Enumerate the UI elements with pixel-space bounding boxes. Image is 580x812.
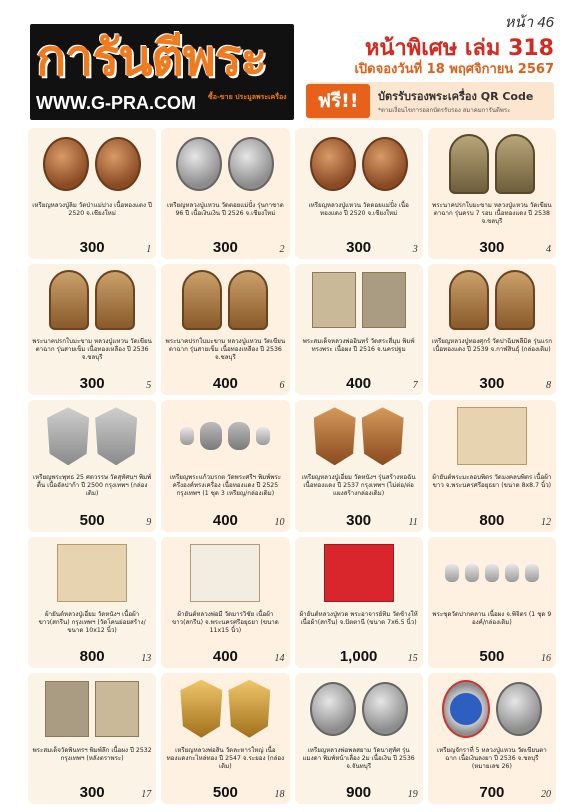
amulet-card[interactable] bbox=[28, 264, 156, 395]
amulet-image bbox=[310, 682, 356, 736]
amulet-price: 400 bbox=[212, 511, 238, 529]
amulet-image bbox=[180, 427, 194, 445]
amulet-photo bbox=[295, 673, 423, 745]
amulet-photo bbox=[28, 673, 156, 745]
amulet-image bbox=[95, 270, 135, 330]
amulet-card[interactable] bbox=[28, 673, 156, 804]
amulet-price: 400 bbox=[212, 375, 238, 393]
amulet-image bbox=[95, 681, 139, 737]
amulet-price: 300 bbox=[79, 239, 105, 257]
amulet-price: 500 bbox=[79, 511, 105, 529]
amulet-image bbox=[190, 544, 260, 602]
amulet-image bbox=[485, 564, 499, 582]
item-number: 19 bbox=[407, 788, 418, 800]
item-number: 18 bbox=[274, 788, 285, 800]
amulet-image bbox=[49, 270, 89, 330]
amulet-image bbox=[314, 407, 356, 465]
item-number: 8 bbox=[546, 380, 551, 392]
amulet-image bbox=[180, 680, 222, 738]
amulet-price: 400 bbox=[346, 375, 372, 393]
amulet-photo bbox=[295, 264, 423, 336]
amulet-image bbox=[449, 270, 489, 330]
item-number: 10 bbox=[274, 516, 285, 528]
amulet-description: พระชุดวัดปากคลาน เนื้อผง จ.พิจิตร (1 ชุด 9 องค์/กล่องเดิม) bbox=[432, 610, 552, 626]
logo-url: WWW.G-PRA.COM bbox=[36, 93, 196, 113]
amulet-image bbox=[57, 544, 127, 602]
item-number: 7 bbox=[412, 380, 418, 392]
amulet-price: 900 bbox=[346, 783, 372, 801]
amulet-card[interactable] bbox=[161, 128, 289, 259]
amulet-image bbox=[228, 270, 268, 330]
logo-title: การันตีพระ bbox=[36, 29, 267, 87]
amulet-description: พระนาคปรกใบมะขาม หลวงปู่แหวน วัดเขียนตาฉาก รุ่นครบ 7 รอบ เนื้อทองแดง ปี 2538 จ.ชลบุรี bbox=[432, 202, 552, 225]
amulet-description: ผ้ายันต์หลวงปู่ทวด พระอาจารย์ทิม วัดช้างให้ เนื้อผ้า(สกรีน) จ.ปัตตานี (ขนาด 7x6.5 นิ้ว) bbox=[299, 610, 418, 626]
amulet-card[interactable] bbox=[161, 264, 289, 395]
free-banner bbox=[308, 82, 554, 120]
amulet-description: พระนาคปรกใบมะขาม หลวงปู่แหวน วัดเขียนตาฉาก รุ่นสายเข็ม เนื้อทองเหลือง ปี 2536 จ.ชลบุรี bbox=[32, 338, 152, 362]
item-number: 9 bbox=[146, 516, 152, 528]
amulet-description: เหรียญหลวงพ่อสิน วัดละหารใหญ่ เนื้อทองแดงกะไหล่ทอง ปี 2547 จ.ระยอง (กล่องเดิม) bbox=[166, 746, 285, 770]
amulet-card[interactable] bbox=[428, 537, 556, 668]
page-header bbox=[0, 0, 580, 122]
item-number: 1 bbox=[146, 244, 152, 256]
amulet-photo bbox=[161, 400, 289, 472]
amulet-price: 500 bbox=[212, 783, 238, 801]
amulet-image bbox=[312, 272, 356, 328]
brand-logo[interactable] bbox=[30, 24, 294, 120]
amulet-photo bbox=[161, 264, 289, 336]
amulet-price: 700 bbox=[479, 783, 505, 801]
amulet-price: 300 bbox=[79, 783, 105, 801]
amulet-image bbox=[324, 544, 394, 602]
logo-subtitle: ซื้อ-ขาย ประมูลพระเครื่อง bbox=[208, 93, 287, 101]
amulet-description: เหรียญพระพุทธ 25 ศตวรรษ วัดสุทัศนฯ พิมพ์ตื้น เนื้ออัลปาก้า ปี 2500 กรุงเทพฯ (กล่องเดิม) bbox=[33, 474, 152, 498]
item-number: 3 bbox=[412, 244, 418, 256]
free-tag: ฟรี!! bbox=[306, 84, 370, 118]
item-number: 17 bbox=[141, 788, 152, 800]
amulet-image bbox=[95, 407, 137, 465]
amulet-photo bbox=[428, 673, 556, 745]
amulet-description: ผ้ายันต์หลวงปู่เอี่ยม วัดหนังฯ เนื้อผ้าขาว(สกรีน) กรุงเทพฯ (วัดโคนย่อยสร้าง/ขนาด 10x12 นิ้ว) bbox=[38, 610, 146, 634]
amulet-card[interactable] bbox=[428, 400, 556, 531]
amulet-card[interactable] bbox=[295, 537, 423, 668]
amulet-image bbox=[176, 137, 222, 191]
amulet-card[interactable] bbox=[428, 128, 556, 259]
amulet-photo bbox=[428, 128, 556, 200]
amulet-description: พระสมเด็จวัดพินทรฯ พิมพ์ลึก เนื้อผง ปี 2532 กรุงเทพฯ (หลังตราพระ) bbox=[32, 746, 152, 762]
amulet-card[interactable] bbox=[295, 673, 423, 804]
amulet-card[interactable] bbox=[295, 128, 423, 259]
amulet-description: พระนาคปรกใบมะขาม หลวงปู่แหวน วัดเขียนตาฉาก รุ่นสายเข็ม เนื้อทองเหลือง ปี 2536 จ.ชลบุรี bbox=[165, 338, 286, 362]
amulet-image bbox=[495, 270, 535, 330]
amulet-image bbox=[182, 270, 222, 330]
item-number: 16 bbox=[541, 652, 551, 664]
amulet-image bbox=[228, 137, 274, 191]
amulet-photo bbox=[295, 128, 423, 200]
amulet-image bbox=[310, 137, 356, 191]
amulet-description: เหรียญพระแก้วมรกต วัดพระศรีฯ พิมพ์พระครึ่งองค์ทรงเครื่อง เนื้อทองแดง ปี 2525 กรุงเทพฯ (1 ชุด 3 เหรียญ/กล่องเดิม) bbox=[169, 474, 282, 498]
amulet-photo bbox=[428, 264, 556, 336]
amulet-grid bbox=[28, 128, 556, 804]
amulet-image bbox=[496, 682, 542, 736]
item-number: 4 bbox=[546, 244, 551, 256]
amulet-image bbox=[362, 137, 408, 191]
amulet-image bbox=[228, 422, 250, 450]
amulet-photo bbox=[161, 673, 289, 745]
amulet-photo bbox=[295, 537, 423, 609]
amulet-image bbox=[256, 427, 270, 445]
amulet-card[interactable] bbox=[428, 673, 556, 804]
amulet-description: ผ้ายันต์พระมะลอบพิตร วัดมงคลบพิตร เนื้อผ้าขาว จ.พระนครศรีอยุธยา (ขนาด 8x8.7 นิ้ว) bbox=[432, 474, 552, 490]
amulet-price: 500 bbox=[479, 647, 505, 665]
item-number: 11 bbox=[408, 516, 418, 528]
amulet-card[interactable] bbox=[295, 264, 423, 395]
amulet-image bbox=[445, 564, 459, 582]
special-title: หน้าพิเศษ เล่ม 318 bbox=[364, 36, 554, 61]
amulet-description: เหรียญจักราที่ 5 หลวงปู่แหวน วัดเขียนตาฉาก เนื้อเงินลงยา ปี 2536 จ.ชลบุรี (หมายเลข 26) bbox=[437, 746, 547, 770]
page-number: หน้า 46 bbox=[504, 14, 554, 31]
amulet-card[interactable] bbox=[161, 673, 289, 804]
amulet-card[interactable] bbox=[161, 400, 289, 531]
amulet-price: 300 bbox=[346, 511, 372, 529]
amulet-image bbox=[465, 564, 479, 582]
item-number: 15 bbox=[407, 652, 418, 664]
amulet-photo bbox=[428, 537, 556, 609]
amulet-card[interactable] bbox=[295, 400, 423, 531]
amulet-price: 800 bbox=[79, 647, 105, 665]
amulet-photo bbox=[161, 128, 289, 200]
item-number: 20 bbox=[541, 788, 551, 800]
free-note: *ตามเงื่อนไขการออกบัตรรับรอง สมาคมการันตีพระ bbox=[378, 107, 511, 114]
amulet-photo bbox=[428, 400, 556, 472]
amulet-description: เหรียญหลวงปู่ทองศุกร์ วัดปาฉิมพลีมิด รุ่นแรก เนื้อทองแดง ปี 2539 จ.กาฬสินธุ์ (กล่องเดิม) bbox=[431, 338, 552, 354]
amulet-card[interactable] bbox=[28, 128, 156, 259]
open-date: เปิดจองวันที่ 18 พฤศจิกายน 2567 bbox=[354, 62, 554, 77]
amulet-card[interactable] bbox=[428, 264, 556, 395]
item-number: 13 bbox=[141, 652, 152, 664]
amulet-photo bbox=[28, 537, 156, 609]
amulet-card[interactable] bbox=[28, 400, 156, 531]
amulet-price: 300 bbox=[79, 375, 105, 393]
amulet-image bbox=[442, 680, 490, 738]
amulet-price: 800 bbox=[479, 511, 505, 529]
amulet-image bbox=[362, 407, 404, 465]
free-text: บัตรรับรองพระเครื่อง QR Code bbox=[378, 90, 534, 103]
amulet-photo bbox=[28, 128, 156, 200]
amulet-image bbox=[228, 680, 270, 738]
amulet-description: ผ้ายันต์หลวงพ่อมี วัดมารวิชัย เนื้อผ้าขาว(สกรีน) จ.พระนครศรีอยุธยา (ขนาด 11x15 นิ้ว) bbox=[171, 610, 279, 634]
amulet-card[interactable] bbox=[161, 537, 289, 668]
amulet-photo bbox=[295, 400, 423, 472]
amulet-image bbox=[43, 137, 89, 191]
amulet-image bbox=[47, 407, 89, 465]
amulet-price: 300 bbox=[346, 239, 372, 257]
item-number: 12 bbox=[541, 516, 551, 528]
amulet-description: เหรียญหลวงปู่แหวน วัดดอยแม่ปั๋ง เนื้อทองแดง ปี 2520 จ.เชียงใหม่ bbox=[308, 202, 409, 217]
amulet-price: 300 bbox=[212, 239, 238, 257]
item-number: 14 bbox=[274, 652, 285, 664]
item-number: 2 bbox=[279, 244, 285, 256]
item-number: 6 bbox=[279, 380, 285, 392]
amulet-image bbox=[362, 682, 408, 736]
amulet-description: เหรียญหลวงปู่ลิม วัดป่าแม่ปาง เนื้อทองแดง ปี 2520 จ.เชียงใหม่ bbox=[32, 202, 152, 217]
amulet-price: 300 bbox=[479, 375, 505, 393]
amulet-description: เหรียญหลวงปู่เอี่ยม วัดหนังฯ รุ่นสร้างหอฉัน เนื้อทองแดง ปี 2537 กรุงเทพฯ (ไม่ต่อ/ต่อแผงสร้างกล่องเดิม) bbox=[301, 474, 416, 498]
amulet-image bbox=[495, 134, 535, 194]
amulet-description: เหรียญหลวงปู่แหวน วัดดอยแม่ปั๋ง รุ่นกาชาด 96 ปี เนื้อเงินเงิน ปี 2526 จ.เชียงใหม่ bbox=[167, 202, 284, 217]
amulet-photo bbox=[28, 400, 156, 472]
item-number: 5 bbox=[146, 380, 152, 392]
amulet-description: เหรียญหลวงพ่อพลสยาม วัดนาสุทัศ รุ่นแมงดา พิมพ์หน้าเลื่อง 2ม เนื้อเงิน ปี 2536 จ.จันทบุรี bbox=[302, 746, 415, 770]
amulet-photo bbox=[28, 264, 156, 336]
amulet-price: 400 bbox=[212, 647, 238, 665]
amulet-image bbox=[525, 564, 539, 582]
amulet-image bbox=[449, 134, 489, 194]
amulet-image bbox=[95, 137, 141, 191]
amulet-image bbox=[45, 681, 89, 737]
amulet-description: พระสมเด็จหลวงพ่ออินทร์ วัดสระสี่มุม พิมพ์ทรงพระ เนื้อผง ปี 2516 จ.นครปฐม bbox=[302, 338, 415, 354]
amulet-image bbox=[505, 564, 519, 582]
amulet-price: 1,000 bbox=[339, 647, 378, 665]
amulet-photo bbox=[161, 537, 289, 609]
amulet-image bbox=[200, 422, 222, 450]
amulet-image bbox=[457, 407, 527, 465]
amulet-card[interactable] bbox=[28, 537, 156, 668]
amulet-image bbox=[362, 272, 406, 328]
amulet-price: 300 bbox=[479, 239, 505, 257]
